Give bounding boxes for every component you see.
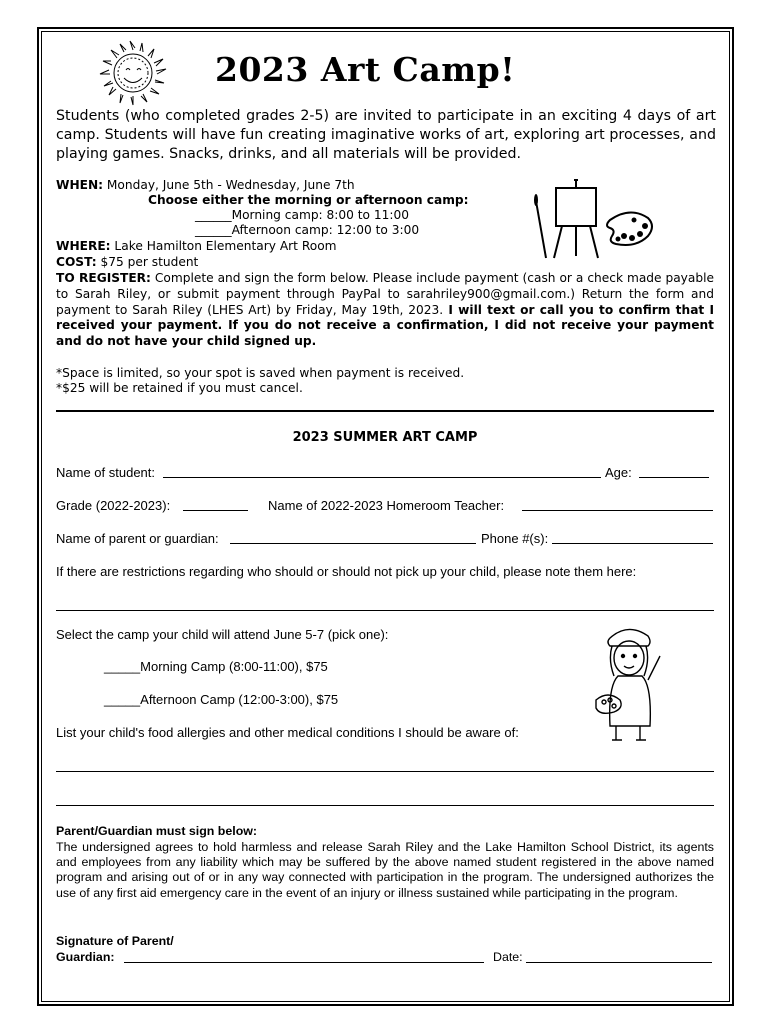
register-label: TO REGISTER:	[56, 271, 151, 285]
section-divider	[56, 410, 714, 412]
page-title: 2023 Art Camp!	[215, 50, 516, 89]
register-text: Complete and sign the form below. Please include payment (cash or a check made payable to Sarah Riley, or submit payment through PayPal to sarahriley900@gmail.com.) Return the form and payment to Sarah Riley (LHES Art) by Friday, May 19th, 2023.	[56, 271, 714, 317]
sign-heading: Parent/Guardian must sign below:	[56, 824, 258, 838]
sun-icon	[90, 38, 180, 106]
teacher-field[interactable]	[522, 498, 713, 511]
restrictions-label: If there are restrictions regarding who should or should not pick up your child, please note them here:	[56, 564, 637, 579]
morning-camp-time: ______Morning camp: 8:00 to 11:00	[195, 208, 410, 222]
signature-label-line2: Guardian:	[56, 950, 115, 964]
date-field[interactable]	[526, 950, 712, 963]
restrictions-field[interactable]	[56, 610, 714, 611]
cost-label: COST:	[56, 255, 97, 269]
afternoon-camp-time: ______Afternoon camp: 12:00 to 3:00	[195, 223, 420, 237]
grade-field[interactable]	[183, 498, 248, 511]
easel-palette-icon	[530, 176, 655, 260]
cost-line	[56, 255, 198, 271]
phone-field[interactable]	[552, 531, 713, 544]
date-label: Date:	[493, 950, 523, 964]
cost-value: $75 per student	[96, 255, 199, 269]
where-value: Lake Hamilton Elementary Art Room	[110, 239, 337, 253]
parent-field[interactable]	[230, 531, 476, 544]
where-label: WHERE:	[56, 239, 111, 253]
when-label: WHEN:	[56, 178, 104, 192]
when-value: Monday, June 5th - Wednesday, June 7th	[103, 178, 355, 192]
teacher-label: Name of 2022-2023 Homeroom Teacher:	[268, 498, 505, 513]
age-label: Age:	[605, 465, 632, 480]
form-heading: 2023 SUMMER ART CAMP	[292, 430, 478, 445]
student-name-field[interactable]	[163, 465, 601, 478]
register-paragraph	[56, 271, 714, 350]
grade-label: Grade (2022-2023):	[56, 498, 171, 513]
phone-label: Phone #(s):	[481, 531, 549, 546]
artist-girl-icon	[588, 620, 668, 745]
liability-paragraph: The undersigned agrees to hold harmless and release Sarah Riley and the Lake Hamilton School District, its agents and employees from any liability which may be suffered by the above named student registered in the above named program and arising out of or in any way connected with participation in the program. The undersigned authorizes the use of any first aid emergency care in the event of an injury or illness sustained while participating in the program.	[56, 840, 714, 900]
signature-field[interactable]	[124, 950, 484, 963]
cancel-fee-note: *$25 will be retained if you must cancel.	[56, 381, 303, 395]
where-line	[56, 239, 337, 255]
when-line	[56, 178, 355, 194]
intro-paragraph: Students (who completed grades 2-5) are invited to participate in an exciting 4 days of art camp. Students will have fun creating imaginative works of art, exploring art processes, and playing games. Snacks, drinks, and all materials will be provided.	[56, 108, 716, 162]
allergies-field-2[interactable]	[56, 805, 714, 806]
morning-camp-option[interactable]: _____Morning Camp (8:00-11:00), $75	[104, 659, 328, 674]
choose-camp-text: Choose either the morning or afternoon camp:	[148, 193, 469, 207]
space-limited-note: *Space is limited, so your spot is saved when payment is received.	[56, 366, 465, 380]
allergies-label: List your child's food allergies and other medical conditions I should be aware of:	[56, 725, 519, 740]
afternoon-camp-option[interactable]: _____Afternoon Camp (12:00-3:00), $75	[104, 692, 339, 707]
register-confirmation-text: I will text or call you to confirm that I received your payment. If you do not receive a confirmation, I did not receive your payment and do not have your child signed up.	[56, 302, 714, 349]
parent-label: Name of parent or guardian:	[56, 531, 219, 546]
allergies-field-1[interactable]	[56, 771, 714, 772]
signature-label-line1: Signature of Parent/	[56, 934, 174, 948]
select-camp-label: Select the camp your child will attend June 5-7 (pick one):	[56, 627, 389, 642]
student-name-label: Name of student:	[56, 465, 155, 480]
age-field[interactable]	[639, 465, 709, 478]
